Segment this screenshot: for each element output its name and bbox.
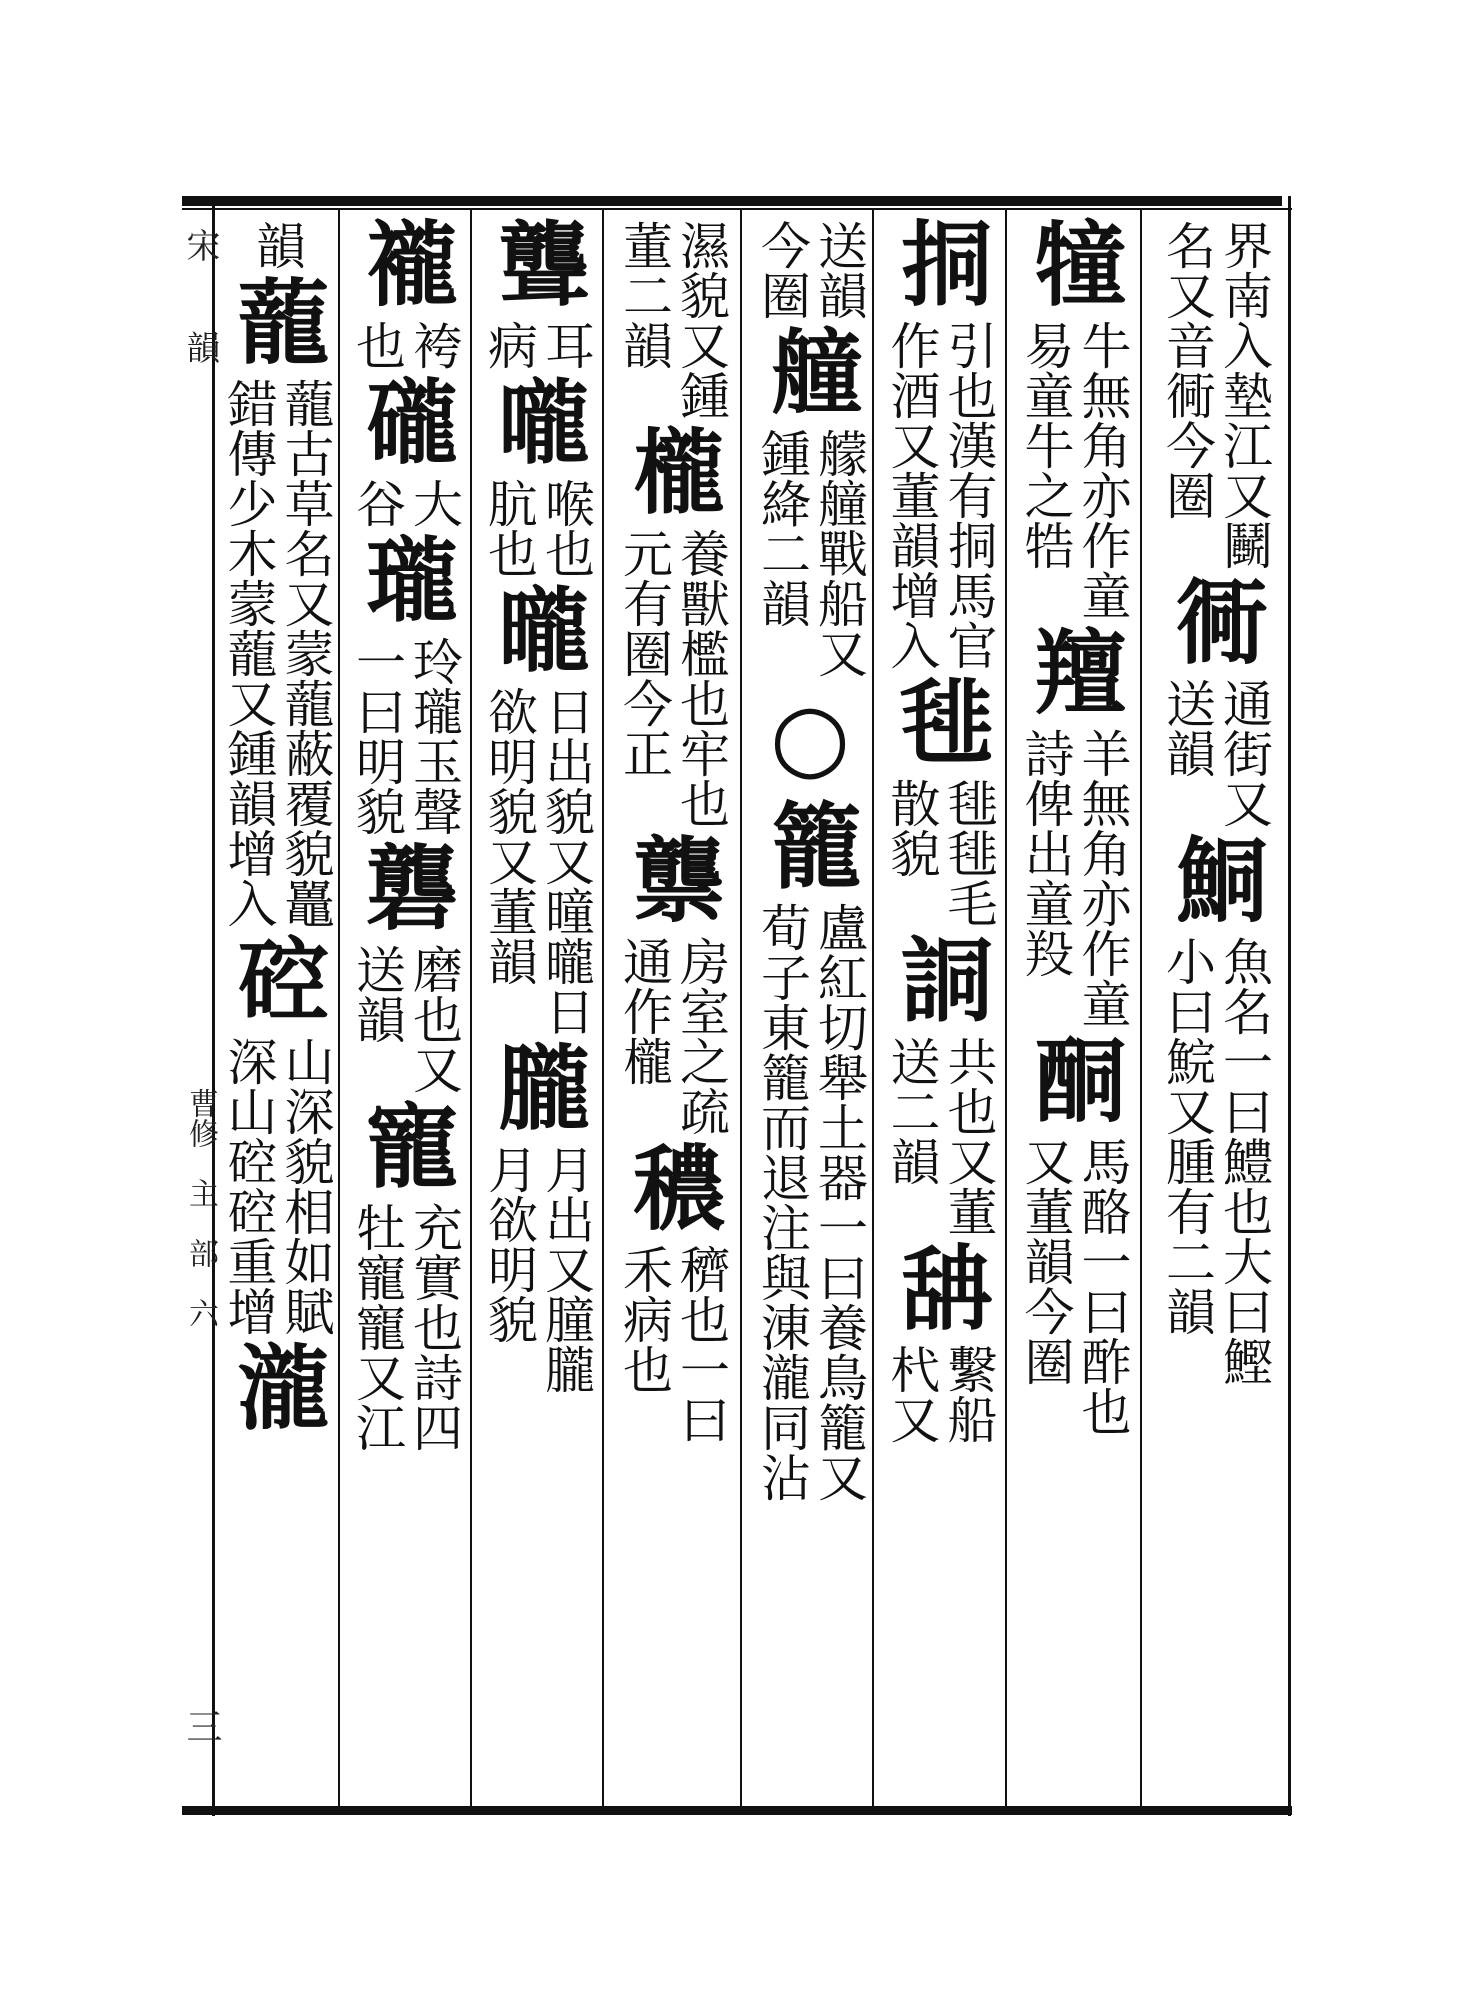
text-column-4 xyxy=(742,212,878,1797)
annotation-line: 牡寵寵又江 xyxy=(348,1202,406,1452)
headword: 硿 xyxy=(222,932,331,1024)
annotation-line: 荀子東籠而退注與涷瀧同沾 xyxy=(753,902,811,1502)
annotation-pair xyxy=(348,478,462,528)
annotation-pair xyxy=(480,686,594,1036)
annotation-line: 喉也 xyxy=(537,478,595,578)
headword: 穠 xyxy=(618,1140,726,1232)
headword: 鮦 xyxy=(1161,832,1269,924)
annotation-line: 送韻 xyxy=(810,220,868,320)
annotation-line: 馬酪一曰酢也 xyxy=(1073,1136,1132,1436)
annotation-line: 月出又朣朧 xyxy=(537,1144,595,1394)
text-column-3 xyxy=(874,212,1005,1797)
annotation-line: 詩俾出童羖 xyxy=(1016,728,1075,978)
text-column-6 xyxy=(472,212,602,1797)
headword: 毴 xyxy=(885,674,994,766)
annotation-line: 袴 xyxy=(405,320,463,370)
annotation-line: 病 xyxy=(480,320,538,370)
annotation-line: 肮也 xyxy=(480,478,538,578)
annotation-pair xyxy=(1158,936,1272,1386)
annotation-pair xyxy=(480,320,594,370)
annotation-pair xyxy=(753,428,867,678)
text-column-8 xyxy=(215,212,338,1797)
headword: 瓏 xyxy=(351,532,459,624)
bottom-border-rule xyxy=(182,1806,1292,1815)
headword: 挏 xyxy=(885,216,994,308)
circle-marker: ○ xyxy=(756,682,864,790)
annotation-line: 界南入墊江又鬭 xyxy=(1215,220,1273,570)
annotation-pair xyxy=(248,220,305,270)
annotation-pair xyxy=(480,1144,594,1394)
top-border-rule xyxy=(182,196,1282,206)
fold-title: 曹修 主 部 六 xyxy=(183,1088,218,1328)
annotation-line: 充實也詩四 xyxy=(405,1202,463,1452)
annotation-line: 一曰明貌 xyxy=(348,636,406,836)
text-column-7 xyxy=(340,212,470,1797)
page-number: 三 xyxy=(181,1708,222,1744)
headword: 酮 xyxy=(1019,1032,1128,1124)
annotation-line: 穧也一曰 xyxy=(672,1244,730,1444)
annotation-line: 又董韻今圈 xyxy=(1016,1136,1075,1386)
annotation-line: 韻 xyxy=(248,220,306,270)
annotation-pair xyxy=(883,1344,997,1444)
annotation-line: 錯傳少木蒙蘢又鍾韻增入 xyxy=(219,378,278,928)
annotation-line: 通街又 xyxy=(1215,678,1273,828)
annotation-line: 房室之疏 xyxy=(672,936,730,1136)
annotation-pair xyxy=(615,936,729,1136)
headword: 衕 xyxy=(1161,574,1269,666)
annotation-line: 名又音衕今圈 xyxy=(1158,220,1216,520)
annotation-line: 元有圈今正 xyxy=(615,528,673,778)
annotation-line: 鍾絳二韻 xyxy=(753,428,811,628)
annotation-pair xyxy=(1158,678,1272,828)
headword: 礱 xyxy=(351,840,459,932)
headword: 蘢 xyxy=(222,274,331,366)
annotation-pair xyxy=(1158,220,1272,570)
annotation-line: 谷 xyxy=(348,478,406,528)
annotation-line: 魚名一曰鱧也大曰鰹 xyxy=(1215,936,1273,1386)
headword: 聾 xyxy=(483,216,591,308)
fold-top-marks: 宋 韻 xyxy=(180,228,220,364)
annotation-line: 蘢古草名又蒙蘢蔽覆貌鼉 xyxy=(276,378,335,928)
annotation-pair xyxy=(348,636,462,836)
annotation-line: 送韻 xyxy=(348,944,406,1044)
annotation-line: 繫船 xyxy=(939,1344,998,1444)
annotation-line: 牛無角亦作童 xyxy=(1073,320,1132,620)
headword: 嚨 xyxy=(483,374,591,466)
annotation-line: 艨艟戰船又 xyxy=(810,428,868,678)
headword: 寵 xyxy=(351,1098,459,1190)
annotation-line: 杙又 xyxy=(882,1344,941,1444)
annotation-pair xyxy=(1017,728,1131,1028)
headword: 曨 xyxy=(483,582,591,674)
annotation-pair xyxy=(753,902,867,1502)
headword: 詷 xyxy=(885,932,994,1024)
annotation-line: 通作櫳 xyxy=(615,936,673,1086)
headword: 犝 xyxy=(1019,216,1128,308)
annotation-pair xyxy=(220,1036,334,1336)
headword: 礲 xyxy=(351,374,459,466)
fold-margin xyxy=(172,208,222,1798)
headword: 舑 xyxy=(885,1240,994,1332)
annotation-pair xyxy=(348,320,462,370)
headword: 羶 xyxy=(1019,624,1128,716)
annotation-line: 深山硿硿重增 xyxy=(219,1036,278,1336)
annotation-line: 月欲明貌 xyxy=(480,1144,538,1344)
annotation-line: 大 xyxy=(405,478,463,528)
annotation-line: 也 xyxy=(348,320,406,370)
annotation-line: 送韻 xyxy=(1158,678,1216,778)
annotation-line: 山深貌相如賦 xyxy=(276,1036,335,1336)
text-column-2 xyxy=(1007,212,1140,1797)
annotation-line: 毴毴毛 xyxy=(939,778,998,928)
text-column-5 xyxy=(604,212,740,1797)
annotation-line: 欲明貌又董韻 xyxy=(480,686,538,986)
annotation-pair xyxy=(883,778,997,928)
annotation-pair xyxy=(480,478,594,578)
annotation-line: 小曰鯇又腫有二韻 xyxy=(1158,936,1216,1336)
annotation-line: 引也漢有挏馬官 xyxy=(939,320,998,670)
annotation-line: 耳 xyxy=(537,320,595,370)
annotation-pair xyxy=(1017,320,1131,620)
annotation-line: 盧紅切舉土器一曰養鳥籠又 xyxy=(810,902,868,1502)
annotation-line: 散貌 xyxy=(882,778,941,878)
annotation-line: 作酒又董韻增入 xyxy=(882,320,941,670)
annotation-pair xyxy=(883,1036,997,1236)
annotation-pair xyxy=(348,944,462,1094)
headword: 襱 xyxy=(351,216,459,308)
annotation-line: 羊無角亦作童 xyxy=(1073,728,1132,1028)
annotation-line: 董二韻 xyxy=(615,220,673,370)
headword: 龒 xyxy=(618,832,726,924)
annotation-pair xyxy=(348,1202,462,1452)
annotation-line: 養獸檻也牢也 xyxy=(672,528,730,828)
annotation-line: 送二韻 xyxy=(882,1036,941,1186)
annotation-line: 禾病也 xyxy=(615,1244,673,1394)
headword: 朧 xyxy=(483,1040,591,1132)
annotation-line: 玲瓏玉聲 xyxy=(405,636,463,836)
annotation-line: 日出貌又曈曨日 xyxy=(537,686,595,1036)
annotation-pair xyxy=(615,220,729,420)
annotation-line: 易童牛之牿 xyxy=(1016,320,1075,570)
right-border-rule xyxy=(1288,196,1291,1816)
annotation-pair xyxy=(883,320,997,670)
headword: 瀧 xyxy=(222,1340,331,1432)
annotation-line: 磨也又 xyxy=(405,944,463,1094)
annotation-line: 濕貌又鍾 xyxy=(672,220,730,420)
annotation-pair xyxy=(615,1244,729,1444)
headword: 艟 xyxy=(756,324,864,416)
top-border-rule-thin xyxy=(182,208,1292,210)
headword: 櫳 xyxy=(618,424,726,516)
annotation-pair xyxy=(220,378,334,928)
annotation-pair xyxy=(753,220,867,320)
annotation-line: 今圈 xyxy=(753,220,811,320)
annotation-pair xyxy=(1017,1136,1131,1436)
headword: 籠 xyxy=(756,798,864,890)
text-column-1 xyxy=(1142,212,1288,1797)
annotation-line: 共也又董 xyxy=(939,1036,998,1236)
annotation-pair xyxy=(615,528,729,828)
